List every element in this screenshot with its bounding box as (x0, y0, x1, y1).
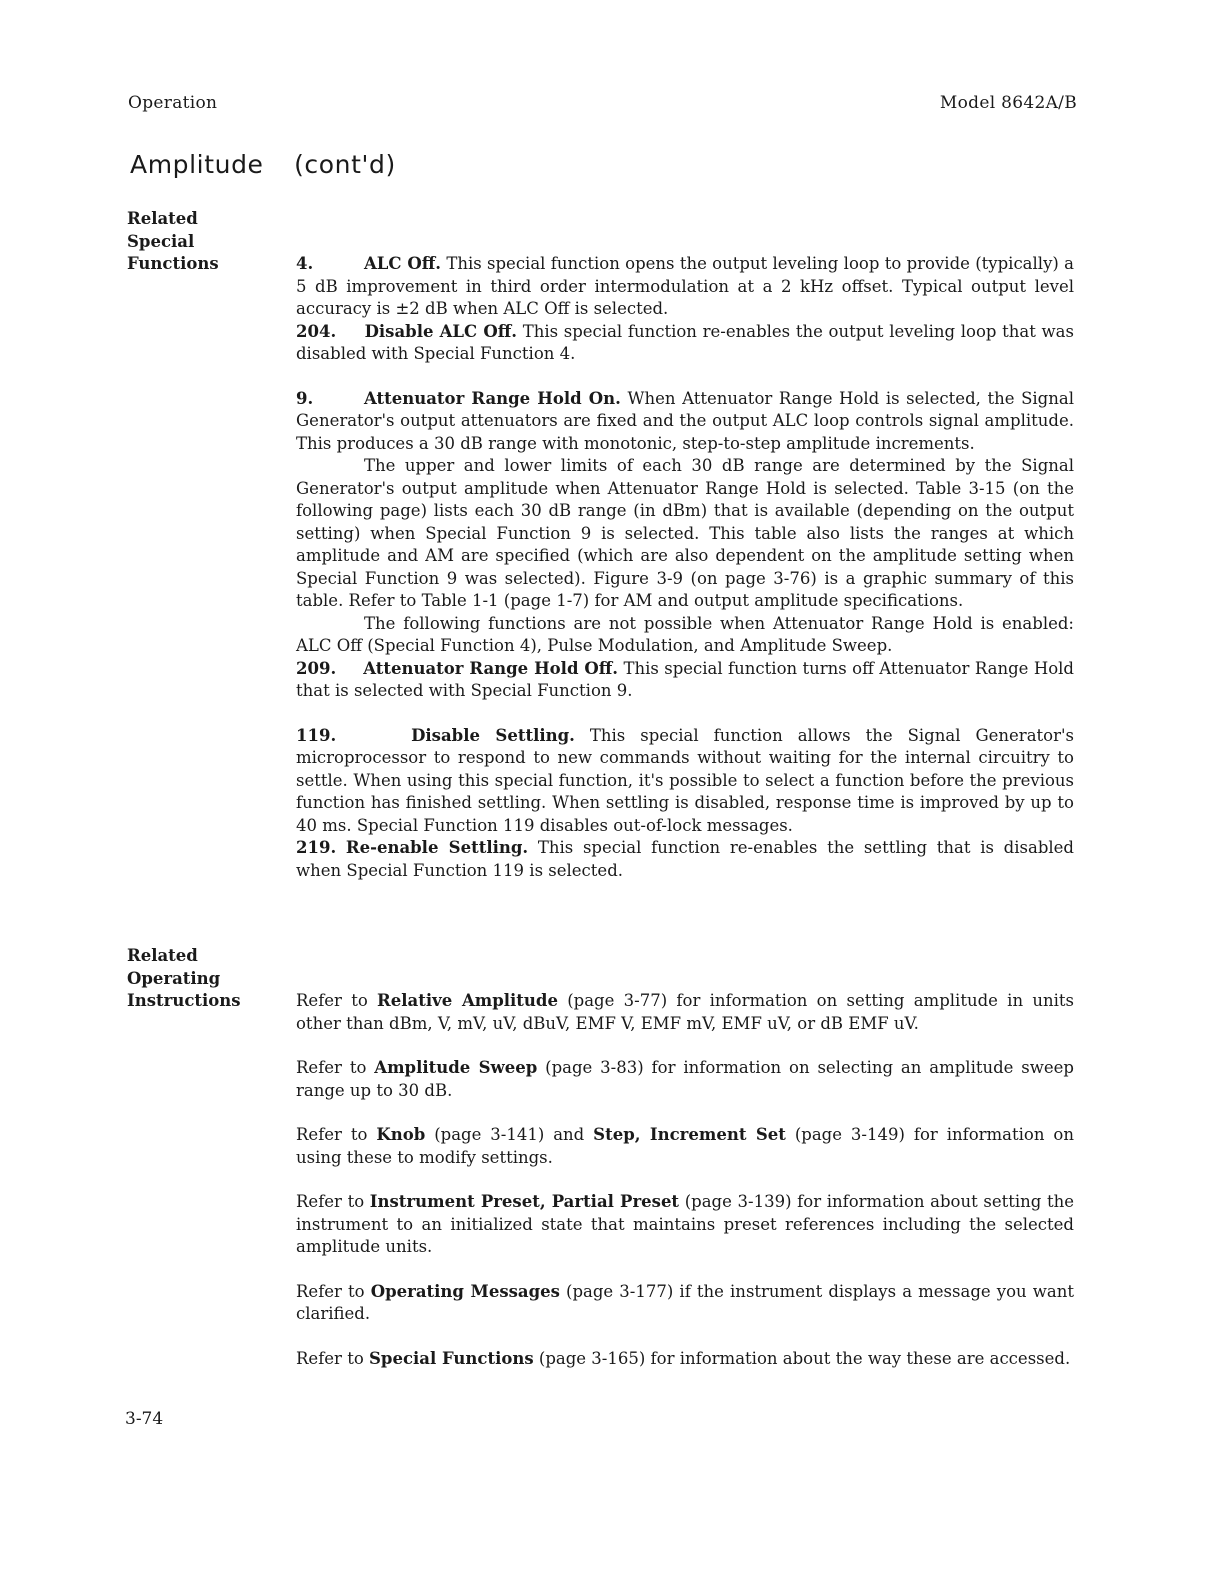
sf-219-paragraph: 219. Re-enable Settling. This special function re-enables the settling that is disabled when Special Function 119 is selected. (296, 838, 1074, 880)
ref-amplitude-sweep: Refer to Amplitude Sweep (page 3-83) for information on selecting an amplitude sweep range up to 30 dB. (296, 1058, 1074, 1100)
ref-operating-messages: Refer to Operating Messages (page 3-177) if the instrument displays a message you want clarified. (296, 1281, 1074, 1323)
running-header-section: Operation (128, 93, 218, 113)
page-title (130, 150, 396, 179)
sf-204-paragraph: 204. Disable ALC Off. This special function re-enables the output leveling loop that was disabled with Special Function 4. (296, 321, 1074, 363)
sf-209-paragraph: 209. Attenuator Range Hold Off. This special function turns off Attenuator Range Hold that is selected with Special Function 9. (296, 658, 1074, 700)
special-functions-body (296, 253, 1074, 882)
sf-119-paragraph: 119. Disable Settling. This special function allows the Signal Generator's microprocessor to respond to new commands without waiting for the internal circuitry to settle. When using this special function, it's possible to select a function before the previous function has finished settling. When settling is disabled, response time is improved by up to 40 ms. Special Function 119 disables out-of-lock messages. (296, 725, 1074, 835)
side-heading-special-functions: Related Special Functions (127, 209, 219, 273)
sf-9-range-paragraph: The upper and lower limits of each 30 dB range are determined by the Signal Generator's output amplitude when Attenuator Range Hold is selected. Table 3-15 (on the following page) lists each 30 dB range (in dBm) that is available (depending on the output setting) when Special Function 9 is selected. This table also lists the ranges at which amplitude and AM are specified (which are also dependent on the amplitude setting when Special Function 9 was selected). Figure 3-9 (on page 3-76) is a graphic summary of this table. Refer to Table 1-1 (page 1-7) for AM and output amplitude specifications. (296, 456, 1074, 610)
ref-knob-step: Refer to Knob (page 3-141) and Step, Increment Set (page 3-149) for information on using these to modify settings. (296, 1125, 1074, 1167)
sf-4-paragraph: 4. ALC Off. This special function opens the output leveling loop to provide (typically) a 5 dB improvement in third order intermodulation at a 2 kHz offset. Typical output level accuracy is ±2 dB when ALC Off is selected. (296, 254, 1074, 318)
ref-relative-amplitude: Refer to Relative Amplitude (page 3-77) for information on setting amplitude in units other than dBm, V, mV, uV, dBuV, EMF V, EMF mV, EMF uV, or dB EMF uV. (296, 991, 1074, 1033)
title-main: Amplitude (130, 150, 264, 179)
title-sub: (cont'd) (294, 150, 396, 179)
ref-special-functions: Refer to Special Functions (page 3-165) for information about the way these are accessed. (296, 1348, 1071, 1368)
running-header-model: Model 8642A/B (939, 93, 1077, 113)
sf-9-restrictions-paragraph: The following functions are not possible when Attenuator Range Hold is enabled: ALC Off (Special Function 4), Pulse Modulation, and Amplitude Sweep. (296, 613, 1074, 655)
sf-9-paragraph: 9. Attenuator Range Hold On. When Attenuator Range Hold is selected, the Signal Generator's output attenuators are fixed and the output ALC loop controls signal amplitude. This produces a 30 dB range with monotonic, step-to-step amplitude increments. (296, 388, 1074, 453)
operating-instructions-body (296, 990, 1074, 1370)
ref-instrument-preset: Refer to Instrument Preset, Partial Preset (page 3-139) for information about setting the instrument to an initialized state that maintains preset references including the selected amplitude units. (296, 1192, 1074, 1256)
page-number: 3-74 (125, 1409, 164, 1429)
side-heading-operating-instructions: Related Operating Instructions (127, 946, 241, 1010)
